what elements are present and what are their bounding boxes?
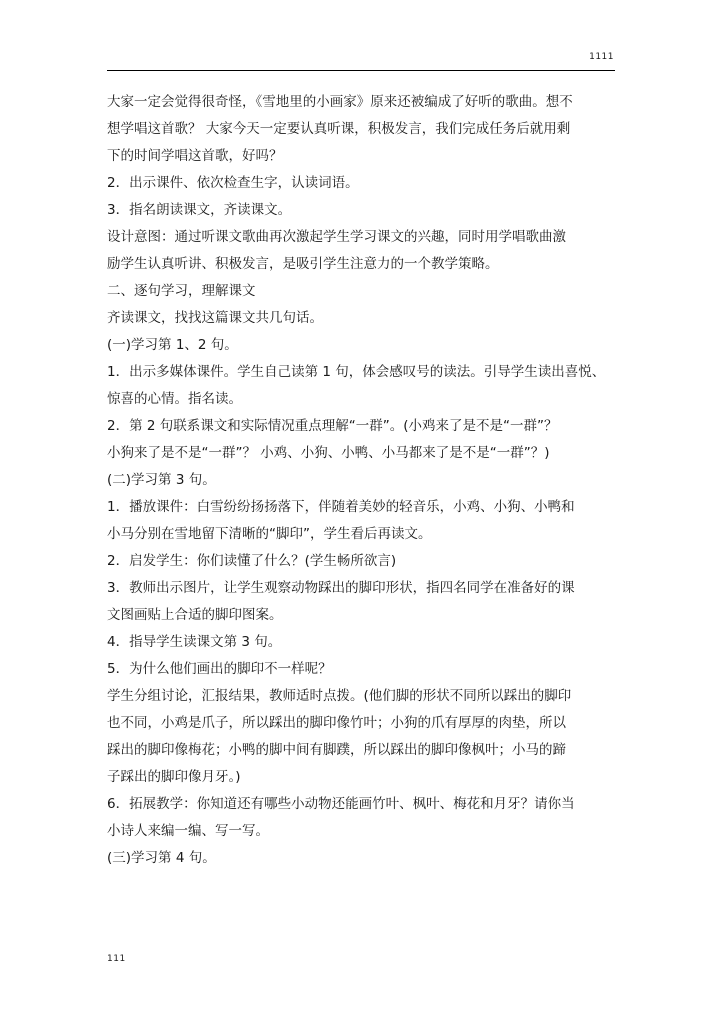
body-line: 5．为什么他们画出的脚印不一样呢？ (107, 661, 332, 677)
section-heading: 二、逐句学习，理解课文 (107, 283, 256, 299)
body-line: 3．教师出示图片，让学生观察动物踩出的脚印形状，指四名同学在准备好的课 (107, 580, 575, 596)
document-body (107, 89, 617, 872)
body-line: 齐读课文，找找这篇课文共几句话。 (107, 310, 323, 326)
subsection-heading: (二)学习第 3 句。 (107, 472, 216, 488)
body-line: 也不同，小鸡是爪子，所以踩出的脚印像竹叶；小狗的爪有厚厚的肉垫，所以 (107, 715, 566, 731)
body-line: 大家一定会觉得很奇怪，《雪地里的小画家》原来还被编成了好听的歌曲。想不 (107, 94, 573, 110)
header-divider (107, 70, 615, 71)
body-line: 1．播放课件：白雪纷纷扬扬落下，伴随着美妙的轻音乐，小鸡、小狗、小鸭和 (107, 499, 575, 515)
body-line: 学生分组讨论，汇报结果，教师适时点拨。(他们脚的形状不同所以踩出的脚印 (107, 688, 572, 704)
body-line: 想学唱这首歌？ 大家今天一定要认真听课，积极发言，我们完成任务后就用剩 (107, 121, 571, 137)
body-line: 小马分别在雪地留下清晰的“脚印”，学生看后再读文。 (107, 526, 432, 542)
body-line: 2．出示课件、依次检查生字，认读词语。 (107, 175, 359, 191)
body-line: 4．指导学生读课文第 3 句。 (107, 634, 282, 650)
body-line: 子踩出的脚印像月牙。) (107, 769, 241, 785)
body-line: 3．指名朗读课文，齐读课文。 (107, 202, 292, 218)
body-line: 文图画贴上合适的脚印图案。 (107, 607, 283, 623)
body-line: 励学生认真听讲、积极发言，是吸引学生注意力的一个教学策略。 (107, 256, 499, 272)
body-line: 1．出示多媒体课件。学生自己读第 1 句，体会感叹号的读法。引导学生读出喜悦、 (107, 364, 606, 380)
body-line: 下的时间学唱这首歌，好吗？ (107, 148, 283, 164)
body-line: 惊喜的心情。指名读。 (107, 391, 242, 407)
footer-page-number: 111 (107, 954, 126, 964)
body-line: 小狗来了是不是“一群”？ 小鸡、小狗、小鸭、小马都来了是不是“一群”？) (107, 445, 550, 461)
subsection-heading: (三)学习第 4 句。 (107, 850, 216, 866)
body-line: 小诗人来编一编、写一写。 (107, 823, 269, 839)
body-line: 2．启发学生：你们读懂了什么？(学生畅所欲言) (107, 553, 397, 569)
body-line: 6．拓展教学：你知道还有哪些小动物还能画竹叶、枫叶、梅花和月牙？请你当 (107, 796, 575, 812)
body-line: 2．第 2 句联系课文和实际情况重点理解“一群”。(小鸡来了是不是“一群”？ (107, 418, 558, 434)
subsection-heading: (一)学习第 1、2 句。 (107, 337, 238, 353)
body-line: 踩出的脚印像梅花；小鸭的脚中间有脚蹼，所以踩出的脚印像枫叶；小马的蹄 (107, 742, 566, 758)
header-page-number: 1111 (589, 52, 614, 62)
body-line: 设计意图：通过听课文歌曲再次激起学生学习课文的兴趣，同时用学唱歌曲激 (107, 229, 566, 245)
